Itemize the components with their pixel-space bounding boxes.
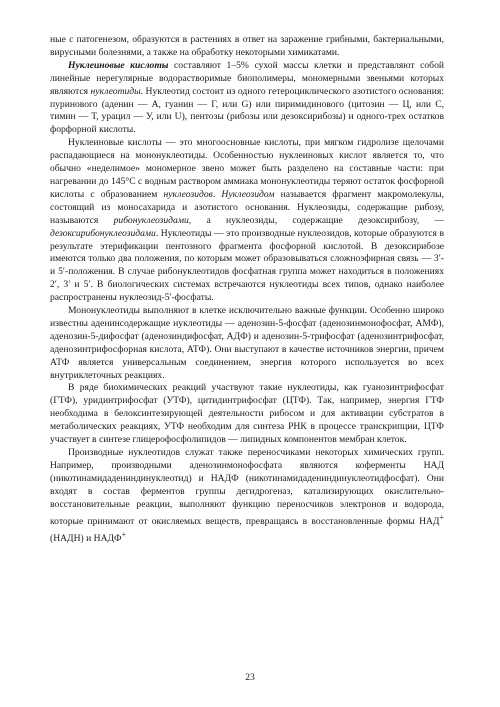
paragraph-mononucleotides: Мононуклеотиды выполняют в клетке исключительно важные функции. Особенно широко известны аденинсодержащие нуклеотиды — аденозин-5-фосфат (аденозинмонофосфат, АМФ), аденозин-5-дифосфат (аденозиндифосфат, АДФ) и аденозин-5-трифосфат (аденозинтрифосфат, аденозинтрифосфорная кислота, АТФ). Они выступают в качестве источников энергии, причем АТФ является универсальным соединением, энергия которого используется во всех внутриклеточных реакциях. bbox=[50, 305, 444, 381]
paragraph-derivatives: Производные нуклеотидов служат также переносчиками некоторых химических групп. Например, производными аденозинмонофосфата являются коферменты НАД (никотинамидадениндинуклеотид) и НАДФ (никотинамидадениндинуклеотидфосфат). Они входят в состав ферментов группы дегидрогеназ, катализирующих окислительно-восстановительные реакции, выполняют функцию переносчиков электронов и водорода, которые принимают от окисляемых веществ, превращаясь в восстановленные формы НАД+ (НАДН) и НАДФ+ bbox=[50, 447, 444, 544]
body-text bbox=[50, 34, 444, 546]
paragraph-biochemical-reactions: В ряде биохимических реакций участвуют такие нуклеотиды, как гуанозинтрифосфат (ГТФ), уридинтрифосфат (УТФ), цитидинтрифосфат (ЦТФ). Так, например, энергия ГТФ необходима в белоксинтезирующей деятельности рибосом и для активации субстратов в метаболических реакциях, УТФ необходим для синтеза РНК в процессе транскрипции, ЦТФ участвует в синтезе глицерофосфолипидов — липидных компонентов мембран клеток. bbox=[50, 382, 444, 446]
paragraph-continuation: ные с патогенезом, образуются в растениях в ответ на заражение грибными, бактериальными, вирусными болезнями, а также на обработку некоторыми химикатами. bbox=[50, 34, 444, 58]
paragraph-polybasic-acids: Нуклеиновые кислоты — это многоосновные кислоты, при мягком гидролизе щелочами распадающиеся на мононуклеотиды. Особенностью нуклеиновых кислот является то, что обычно «неделимое» мономерное звено может быть разделено на составные части: при нагревании до 145°C с водным раствором аммиака мононуклеотиды теряют остаток фосфорной кислоты с образованием нуклеозидов. Нуклеозидом называется фрагмент макромолекулы, состоящий из моносахарида и азотистого основания. Нуклеозиды, содержащие рибозу, называются рибонуклеозидами, а нуклеозиды, содержащие дезоксирибозу, — дезоксирибонуклеозидами. Нуклеотиды — это производные нуклеозидов, которые образуются в результате этерификации пентозного фрагмента фосфорной кислотой. В дезоксирибозе имеются только два положения, по которым может образовываться сложноэфирная связь — 3′- и 5′-положения. В случае рибонуклеотидов фосфатная группа может находиться в положениях 2′, 3′ и 5′. В биологических системах встречаются нуклеотиды всех типов, однако наиболее распространены нуклеозид-5′-фосфаты. bbox=[50, 137, 444, 304]
paragraph-nucleic-acids: Нуклеиновые кислоты составляют 1–5% сухой массы клетки и представляют собой линейные нерегулярные водорастворимые биополимеры, мономерными звеньями которых являются нуклеотиды. Нуклеотид состоит из одного гетероциклического азотистого основания: пуринового (аденин — А, гуанин — Г, или G) или пиримидинового (цитозин — Ц, или C, тимин — Т, урацил — У, или U), пентозы (рибозы или дезоксирибозы) и одного-трех остатков форфорной кислоты. bbox=[50, 59, 444, 136]
page-number: 23 bbox=[245, 672, 255, 683]
